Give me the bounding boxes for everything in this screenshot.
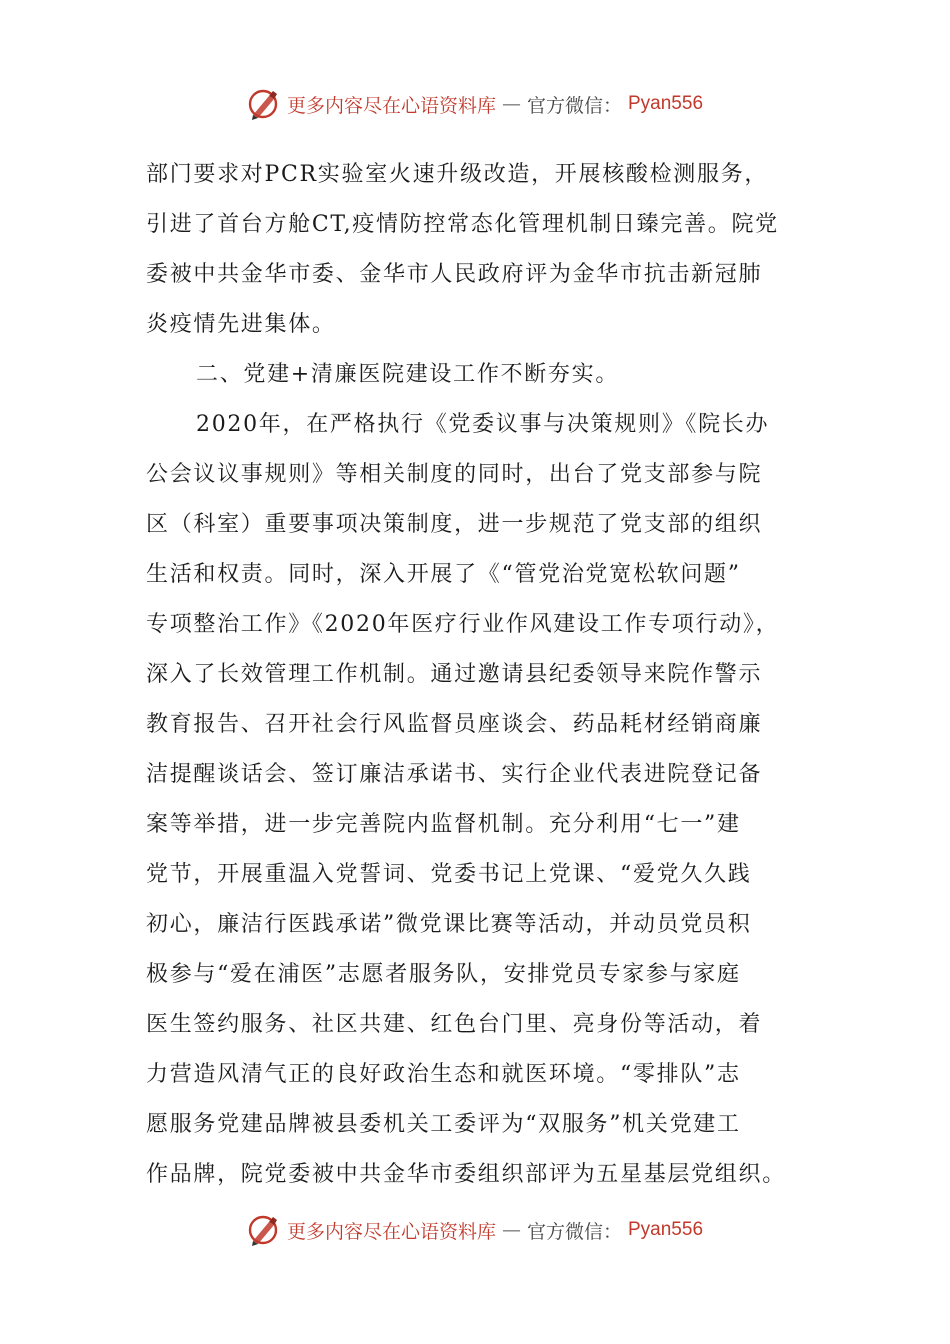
body-line: 深入了长效管理工作机制。通过邀请县纪委领导来院作警示 <box>146 662 763 687</box>
body-line: 教育报告、召开社会行风监督员座谈会、药品耗材经销商廉 <box>146 712 763 737</box>
section-heading: 二、党建+清廉医院建设工作不断夯实。 <box>196 362 620 387</box>
body-line: 力营造风清气正的良好政治生态和就医环境。“零排队”志 <box>146 1062 741 1087</box>
watermark-account: Pyan556 <box>628 93 704 114</box>
body-line: 初心，廉洁行医践承诺”微党课比赛等活动，并动员党员积 <box>146 912 752 937</box>
body-line: 作品牌，院党委被中共金华市委组织部评为五星基层党组织。 <box>146 1162 786 1187</box>
body-line: 极参与“爱在浦医”志愿者服务队，安排党员专家参与家庭 <box>146 962 741 987</box>
body-line: 案等举措，进一步完善院内监督机制。充分利用“七一”建 <box>146 812 741 837</box>
watermark-brand: 更多内容尽在心语资料库 <box>286 1220 496 1243</box>
pen-logo-icon <box>247 1213 281 1247</box>
paragraph-start: 2020年，在严格执行《党委议事与决策规则》《院长办 <box>196 412 770 437</box>
body-line: 专项整治工作》《2020年医疗行业作风建设工作专项行动》， <box>146 612 780 637</box>
watermark-account: Pyan556 <box>628 1219 704 1240</box>
body-line: 愿服务党建品牌被县委机关工委评为“双服务”机关党建工 <box>146 1112 741 1137</box>
body-line: 委被中共金华市委、金华市人民政府评为金华市抗击新冠肺 <box>146 262 763 287</box>
watermark-separator: — <box>501 93 521 115</box>
header-watermark <box>0 84 950 124</box>
watermark-separator: — <box>501 1219 521 1241</box>
pen-logo-icon <box>247 87 281 121</box>
footer-watermark <box>0 1210 950 1250</box>
body-line: 生活和权责。同时，深入开展了《“管党治党宽松软问题” <box>146 562 741 587</box>
body-line: 部门要求对PCR实验室火速升级改造，开展核酸检测服务， <box>146 162 769 187</box>
document-body <box>146 150 806 1200</box>
watermark-channel: 官方微信： <box>526 94 622 117</box>
watermark-brand: 更多内容尽在心语资料库 <box>286 94 496 117</box>
watermark-channel: 官方微信： <box>526 1220 622 1243</box>
body-line: 公会议议事规则》等相关制度的同时，出台了党支部参与院 <box>146 462 763 487</box>
body-line: 引进了首台方舱CT,疫情防控常态化管理机制日臻完善。院党 <box>146 212 779 237</box>
body-line: 区（科室）重要事项决策制度，进一步规范了党支部的组织 <box>146 512 763 537</box>
body-line: 洁提醒谈话会、签订廉洁承诺书、实行企业代表进院登记备 <box>146 762 763 787</box>
body-line: 医生签约服务、社区共建、红色台门里、亮身份等活动，着 <box>146 1012 763 1037</box>
body-line: 炎疫情先进集体。 <box>146 312 336 337</box>
body-line: 党节，开展重温入党誓词、党委书记上党课、“爱党久久践 <box>146 862 752 887</box>
